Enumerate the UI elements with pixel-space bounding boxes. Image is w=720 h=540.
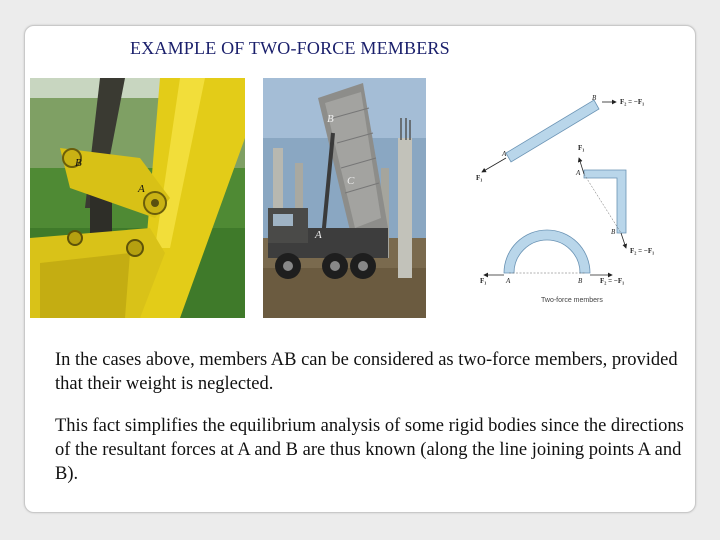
member2-force-b: F₂ = −F₁ — [630, 247, 655, 255]
truck-label-c: C — [347, 175, 355, 187]
excavator-photo — [30, 78, 245, 318]
truck-label-a: A — [315, 229, 322, 241]
excavator-label-a: A — [138, 183, 145, 195]
slide-title: EXAMPLE OF TWO-FORCE MEMBERS — [130, 38, 450, 58]
member1-label-a: A — [502, 150, 507, 158]
member1-force-a: F₁ — [476, 174, 483, 182]
member3-label-b: B — [578, 277, 583, 285]
member2-force-a: F₁ — [578, 144, 585, 152]
diagram-caption: Two-force members — [541, 297, 603, 304]
member3-force-b: F₂ = −F₁ — [600, 277, 625, 285]
member3-force-a: F₁ — [480, 277, 487, 285]
member2-label-a: A — [576, 169, 581, 177]
dump-truck-photo — [263, 78, 426, 318]
member1-label-b: B — [592, 94, 597, 102]
paragraph-equilibrium-note: This fact simplifies the equilibrium analysis of some rigid bodies since the directions of the resultant forces at A and B are thus known (along the line joining points A and B). — [55, 416, 684, 484]
paragraph-two-force-condition: In the cases above, members AB can be considered as two-force members, provided that their weight is neglected. — [55, 350, 678, 394]
truck-label-b: B — [327, 113, 334, 125]
member2-label-b: B — [611, 228, 616, 236]
excavator-label-b: B — [75, 157, 82, 169]
member3-label-a: A — [506, 277, 511, 285]
two-force-members-diagram — [466, 78, 682, 310]
member1-force-b: F₂ = −F₁ — [620, 98, 645, 106]
